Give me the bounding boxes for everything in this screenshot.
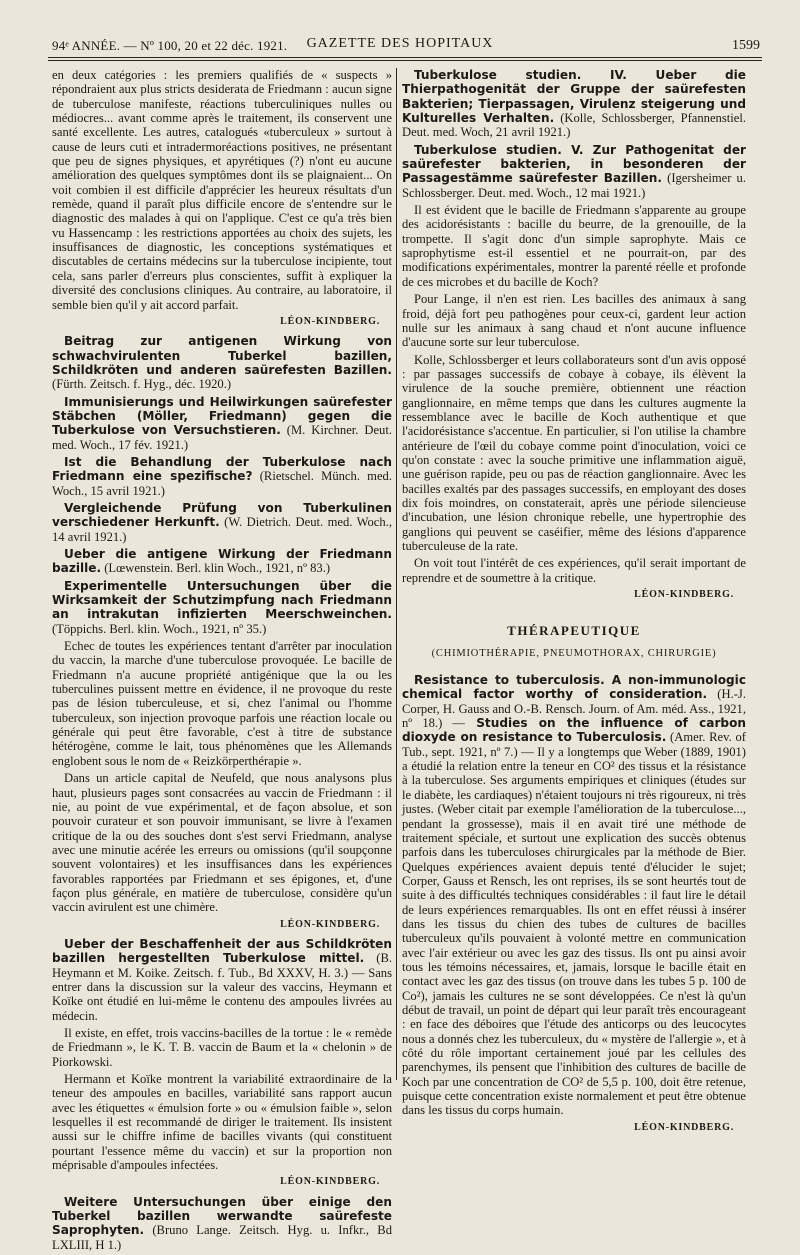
bibliographic-entry: [52, 547, 392, 576]
paragraph: Echec de toutes les expériences tentant d'arrêter par inoculation du vaccin, la marche d'une tuberculose provoquée. Le bacille de Friedmann n'a aucune propriété antigénique que la ou les tuberculines puissent mettre en évidence, il ne provoque du reste pas de lésion tuberculeuse, et si, chez l'animal ou l'homme tuberculeux, son injection provoque parfois une réaction locale ou générale qui peut être favorable, c'est à titre de substance hétérogène, comme le lait, tous phénomènes que les Allemands englobent sous le nom de « Reizkörperthérapie ».: [52, 639, 392, 768]
author-signature: LÉON-KINDBERG.: [280, 1176, 380, 1188]
article-reference: (Lœwenstein. Berl. klin Woch., 1921, nº 83.): [101, 561, 331, 576]
section-title: THÉRAPEUTIQUE: [507, 623, 641, 639]
page-number: 1599: [732, 38, 760, 53]
bibliographic-entry: [52, 937, 392, 1023]
article-title: Resistance to tuberculosis. A non-immunologic chemical factor worthy of consideration.: [402, 673, 746, 702]
right-column: [402, 68, 746, 1140]
article-title: Ueber der Beschaffenheit der aus Schildkröten bazillen hergestellten Tuberkulose mittel.: [52, 936, 392, 966]
article-reference: (Fürth. Zeitsch. f. Hyg., déc. 1920.): [52, 377, 232, 392]
journal-title: GAZETTE DES HOPITAUX: [306, 36, 494, 51]
header-rule-top: [48, 57, 762, 58]
paragraph: Pour Lange, il n'en est rien. Les bacilles des animaux à sang froid, déjà fort peu pathogènes pour ceux-ci, gardent leur action nulle sur les animaux à sang chaud et n'ont aucune influence d'aucune sorte sur leur tuberculose.: [402, 292, 746, 350]
bibliographic-entry: [52, 334, 392, 391]
entry-text: Il y a longtemps que Weber (1889, 1901) a étudié la relation entre la teneur en CO² des tissus et la résistance à la tuberculose. Ses arguments empiriques et cliniques (études sur le diabète, les cardiaques) n'étaient toujours ni très rigoureux, ni très justes. (Weber citait par exemple l'amélioration de la tuberculose..., pendant la grossesse), mais il en avait tiré une méthode de traitement spéciale, et surtout une explication des succès obtenus parfois dans les tuberculoses chirurgicales par la méthode de Bier. Quelques expériences avaient depuis tenté d'élucider le sujet; Corper, Gauss et Rensch, les ont reprises, ils se sont heurtés tout de suite à des difficultés techniques considérables : il faut lire le détail de leurs expériences remarquables. Ils ont en effet réussi à insérer dans les tissus du chien des tubes de cultures de bacilles tuberculeux qu'ils pouvaient à volonté mettre en communication avec l'air extérieur ou avec les gaz des tissus. Ils ont pu ainsi avoir tous les témoins nécessaires, et, jamais, lorsque le bacille était en contact avec les gaz des tissus (on trouve dans les tubes 5 p. 100 de Co²), jamais les cultures ne se sont développées. Ce n'est là qu'un début de travail, un point de départ qui leur paraît très encourageant : en face des déboires que l'étude des anticorps ou des leucocytes nous a donnés chez les tuberculeux, du « mystère de l'allergie », et à côté du rôle important certainement joué par les cellules des parenchymes, ils pensent que l'inhibition des cultures de bacille de Koch par une concentration de CO² de 5,5 p. 100, doit être retenue, puisque cette concentration existe normalement et peut être obtenue dans les tissus du corps humain.: [402, 744, 747, 1118]
paragraph: Il existe, en effet, trois vaccins-bacilles de la tortue : le « remède de Friedmann », le K. T. B. vaccin de Baum et la « chelonin » de Piorkowski.: [52, 1026, 392, 1069]
bibliographic-entry: [52, 1195, 392, 1252]
bibliographic-entry: [402, 143, 746, 200]
article-reference: (Rietschel. Münch. med. Woch., 15 avril 1921.): [52, 469, 392, 498]
article-title: Ist die Behandlung der Tuberkulose nach Friedmann eine spezifische?: [52, 454, 392, 484]
author-signature: LÉON-KINDBERG.: [280, 315, 380, 327]
paragraph: en deux catégories : les premiers qualifiés de « suspects » répondraient aux plus stricts desiderata de Friedmann : aucun signe de tuberculose manifeste, réactions tuberculiniques nulles ou médiocres... avant comme après le traitement, ils conservent une santé excellente. Les autres, catalogués «tuberculeux » surtout à cause de leurs cuti et intradermoréactions positives, ne présentant que peu de signes physiques, et apyrétiques (?) n'ont eu aucune amélioration des quelques symptômes dont ils se plaignaient... On voit combien il est difficile d'apprécier les heureux résultats d'un remède, quand il paraît plus difficile encore de s'entendre sur le diagnostic des malades à qui on l'applique. C'est ce qu'a très bien vu Hassencamp : les restrictions apportées au choix des sujets, les insuffisances de diagnostic, les conceptions systématiques et discutables de certains médecins sur la tuberculose incipiente, tout cela, sans parler d'erreurs plus conscientes, suffit à expliquer la diversité des conclusions cliniques. Au contraire, au laboratoire, il semble bien qu'il y ait accord parfait.: [52, 68, 392, 312]
article-title: Studies on the influence of carbon dioxyde on resistance to Tuberculosis.: [402, 716, 746, 745]
bibliographic-entry: [52, 501, 392, 544]
article-title: Immunisierungs und Heilwirkungen saürefester Stäbchen (Möller, Friedmann) gegen die Tuberkulose von Versuchstieren.: [52, 394, 392, 438]
bibliographic-entry: [402, 673, 746, 1118]
article-title: Tuberkulose studien. IV. Ueber die Thierpathogenität der Gruppe der saürefesten Bakterien; Tierpassagen, Virulenz steigerung und Kulturelles Verhalten.: [402, 68, 746, 126]
page-header: [38, 32, 762, 54]
bibliographic-entry: [402, 68, 746, 140]
article-title: Experimentelle Untersuchungen über die Wirksamkeit der Schutzimpfung nach Friedmann an intrakutan infizierten Meerschweinchen.: [52, 578, 392, 622]
article-reference: (Bruno Lange. Zeitsch. Hyg. u. Infkr., Bd LXLIII, H 1.): [52, 1223, 392, 1252]
author-signature: LÉON-KINDBERG.: [280, 918, 380, 930]
entry-text: — Sans entrer dans la discussion sur la valeur des vaccins, Heymann et Koïke ont étudié en lui-même le contenu des ampoules livrées au médecin.: [52, 965, 393, 1023]
article-reference: (B. Heymann et M. Koike. Zeitsch. f. Tub., Bd XXXV, H. 3.): [52, 951, 392, 980]
left-column: [52, 68, 392, 1255]
article-reference: (H.-J. Corper, H. Gauss and O.-B. Rensch. Journ. of Am. méd. Ass., 1921, nº 18.) —: [402, 687, 746, 731]
article-reference: (W. Dietrich. Deut. med. Woch., 14 avril 1921.): [52, 515, 392, 544]
article-reference: (Kolle, Schlossberger, Pfannenstiel. Deut. med. Woch, 21 avril 1921.): [402, 111, 746, 140]
article-title: Beitrag zur antigenen Wirkung von schwachvirulenten Tuberkel bazillen, Schildkröten und anderen saürefesten Bazillen.: [52, 334, 392, 377]
article-title: Vergleichende Prüfung von Tuberkulinen verschiedener Herkunft.: [52, 500, 392, 530]
author-signature: LÉON-KINDBERG.: [634, 589, 734, 601]
column-divider: [396, 68, 397, 1080]
article-reference: (Amer. Rev. of Tub., sept. 1921, nº 7.) —: [402, 730, 746, 759]
paragraph: On voit tout l'intérêt de ces expériences, qu'il serait important de reprendre et de soumettre à la critique.: [402, 556, 746, 585]
article-reference: (Töppichs. Berl. klin. Woch., 1921, nº 35.): [52, 621, 267, 636]
bibliographic-entry: [52, 579, 392, 636]
article-title: Ueber die antigene Wirkung der Friedmann bazille.: [52, 547, 392, 576]
paragraph: Kolle, Schlossberger et leurs collaborateurs sont d'un avis opposé : par passages successifs de cobaye à cobaye, ils élèvent la virulence de la souche première, obtiennent une réaction ganglionnaire, en même temps que dans les cultures augmente la ressemblance avec le bacille de Koch authentique et que l'acidorésistance s'accentue. En particulier, si l'on utilise la chambre antérieure de l'œil du cobaye comme point d'inoculation, voici ce qu'on constate : avec la souche primitive une inflammation aiguë, une guérison rapide, peu ou pas de réaction ganglionnaire. Avec les bacilles exaltés par des passages successifs, en employant des doses dix fois moindres, on constaterait, après une période silencieuse d'incubation, une lésion chronique rebelle, une hypertrophie des ganglions qui peuvent se caséifier, même des lésions d'apparence tuberculeuse de la rate.: [402, 352, 746, 553]
article-title: Weitere Untersuchungen über einige den Tuberkel bazillen werwandte saürefeste Saprophyten.: [52, 1194, 392, 1238]
header-rule-bottom: [48, 60, 762, 61]
section-subtitle: (CHIMIOTHÉRAPIE, PNEUMOTHORAX, CHIRURGIE): [431, 647, 717, 659]
article-title: Tuberkulose studien. V. Zur Pathogenitat der saürefester bakterien, in besonderen der Passagestämme saürefester Bazillen.: [402, 142, 746, 186]
author-signature: LÉON-KINDBERG.: [634, 1121, 734, 1133]
paragraph: Il est évident que le bacille de Friedmann s'apparente au groupe des acidorésistants : bacille du beurre, de la grenouille, de la trompette. Il s'agit donc d'un simple saprophyte. Mais ce saprophytisme est-il essentiel et ne pourrait-on, par des modifications expérimentales, montrer la parenté réelle et profonde de ces microbes et du bacille de Koch?: [402, 203, 746, 289]
issue-info: 94ᵉ ANNÉE. — Nº 100, 20 et 22 déc. 1921.: [52, 38, 288, 53]
paragraph: Dans un article capital de Neufeld, que nous analysons plus haut, plusieurs pages sont consacrées au vaccin de Friedmann : il nie, au point de vue expérimental, et de façon absolue, et son pouvoir curateur et son pouvoir immunisant, se livre à l'examen critique de la ou des souches dont s'est servi Friedmann, analyse avec une minutie acérée les erreurs ou omissions (qu'il soupçonne souvent volontaires) et les insuffisances dans les expériences favorables rapportées par Friedmann et ses épigones, et, d'une façon plus générale, en matière de tuberculose, considère qu'un vaccin avirulent est une chimère.: [52, 771, 392, 915]
bibliographic-entry: [52, 455, 392, 498]
paragraph: Hermann et Koïke montrent la variabilité extraordinaire de la teneur des ampoules en bacilles, variabilité sans rapport aucun avec les étiquettes « émulsion forte » ou « émulsion faible », selon lesquelles il est recommandé de diriger le traitement. Ils insistent aussi sur le chiffre infime de bacilles vivants (qui constituent pourtant l'essence même du vaccin) et sur la proportion non méprisable d'ampoules infectées.: [52, 1072, 392, 1173]
bibliographic-entry: [52, 395, 392, 452]
article-reference: (M. Kirchner. Deut. med. Woch., 17 fév. 1921.): [52, 423, 392, 452]
article-reference: (Igersheimer u. Schlossberger. Deut. med. Woch., 12 mai 1921.): [402, 171, 747, 200]
